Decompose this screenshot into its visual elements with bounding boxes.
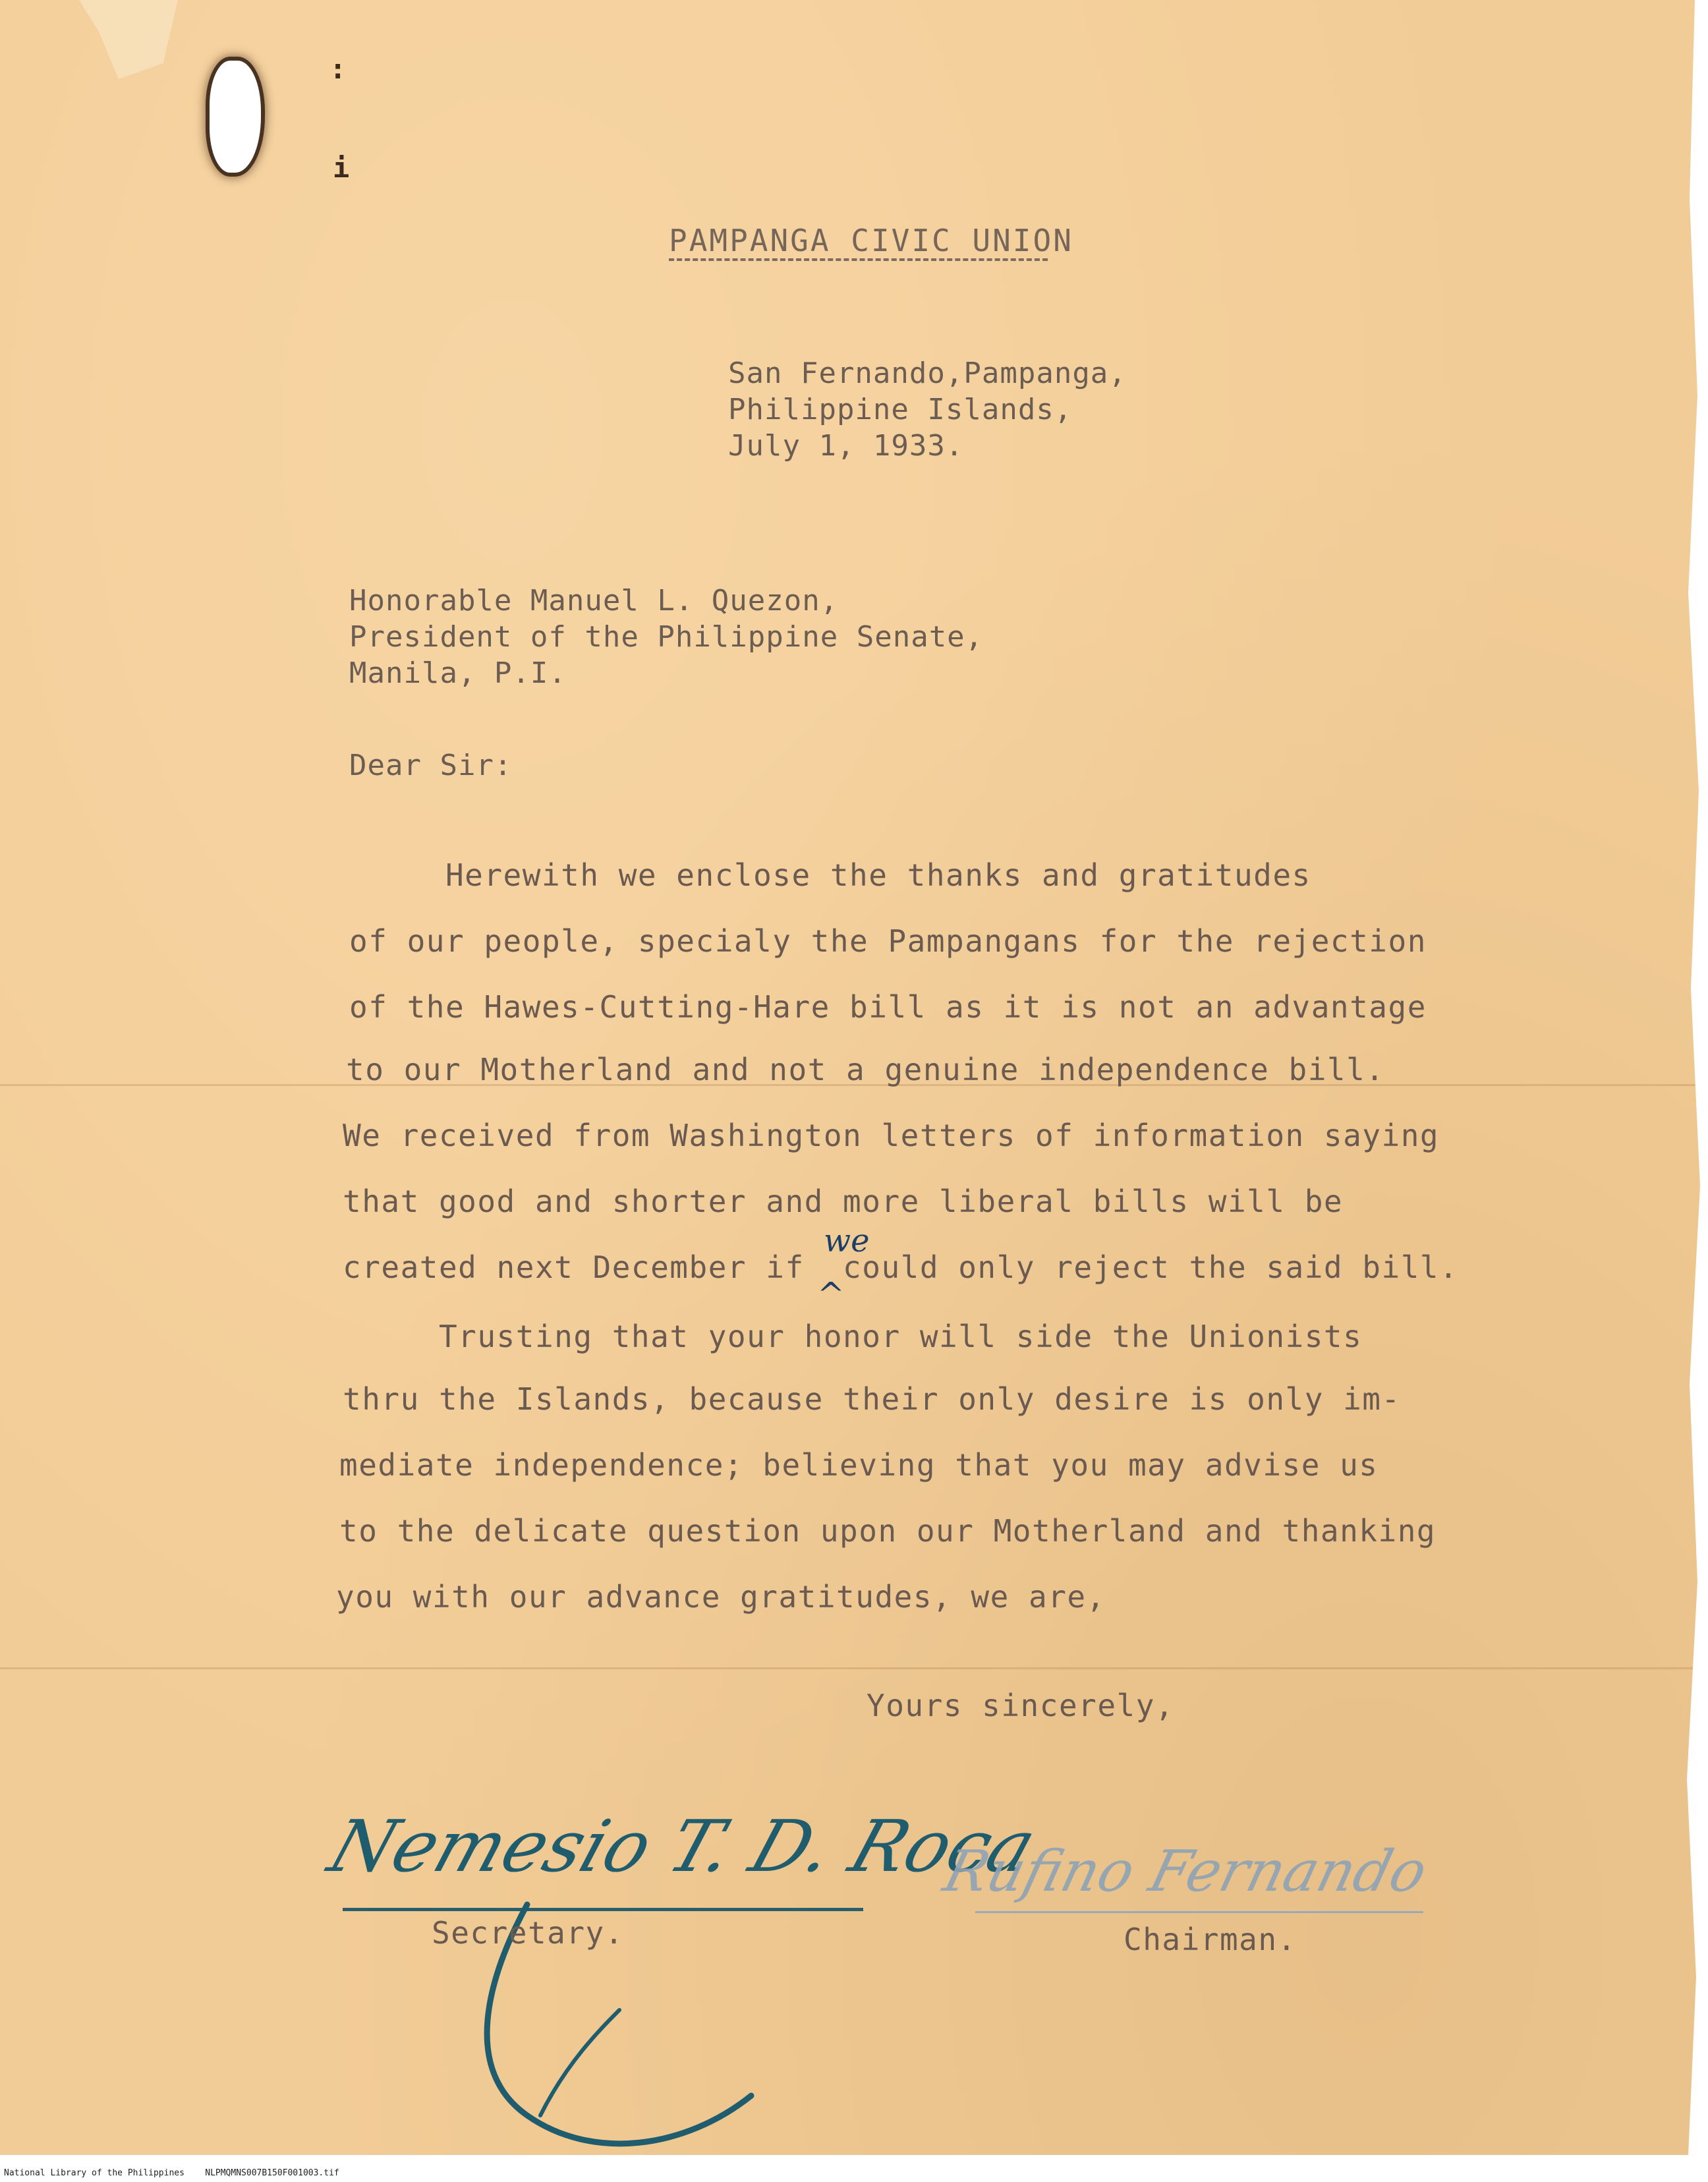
body-line: thru the Islands, because their only desire is only im- bbox=[343, 1381, 1401, 1417]
insert-caret: ^ bbox=[817, 1275, 845, 1313]
body-line: Herewith we enclose the thanks and gratitudes bbox=[349, 857, 1311, 893]
body-line: to the delicate question upon our Motherland and thanking bbox=[339, 1513, 1437, 1549]
body-line: We received from Washington letters of information saying bbox=[343, 1118, 1440, 1153]
secretary-signature: Nemesio T. D. Roca bbox=[319, 1806, 1046, 1888]
body-line: Trusting that your honor will side the Unionists bbox=[343, 1319, 1363, 1354]
addressee-line: President of the Philippine Senate, bbox=[349, 620, 984, 654]
body-line: of our people, specialy the Pampangans for the rejection bbox=[349, 923, 1427, 959]
addressee-line: Manila, P.I. bbox=[349, 656, 567, 690]
corner-tear bbox=[79, 0, 178, 79]
fold-line bbox=[0, 1667, 1708, 1669]
body-line: to our Motherland and not a genuine independence bill. bbox=[346, 1052, 1385, 1087]
place-line: Philippine Islands, bbox=[728, 393, 1073, 426]
punch-mark: : bbox=[329, 53, 347, 85]
signature-line bbox=[975, 1911, 1423, 1913]
body-line: that good and shorter and more liberal bills will be bbox=[343, 1184, 1344, 1219]
place-line: San Fernando,Pampanga, bbox=[728, 357, 1127, 390]
body-line: you with our advance gratitudes, we are, bbox=[336, 1579, 1106, 1615]
footer-file: NLPMQMNS007B150F001003.tif bbox=[205, 2168, 339, 2178]
body-line: of the Hawes-Cutting-Hare bill as it is not an advantage bbox=[349, 989, 1427, 1025]
date-line: July 1, 1933. bbox=[728, 429, 964, 463]
addressee-line: Honorable Manuel L. Quezon, bbox=[349, 584, 839, 617]
footer-source: National Library of the Philippines bbox=[4, 2168, 185, 2178]
salutation: Dear Sir: bbox=[349, 749, 513, 782]
archive-footer bbox=[4, 2168, 339, 2178]
letterhead-rule bbox=[669, 258, 1048, 261]
secretary-title: Secretary. bbox=[432, 1915, 624, 1951]
torn-edge bbox=[1682, 0, 1708, 2155]
punch-mark: i bbox=[333, 152, 350, 184]
body-line: created next December if could only reject the said bill. bbox=[343, 1249, 1459, 1285]
letterhead-title: PAMPANGA CIVIC UNION bbox=[669, 223, 1073, 258]
chairman-signature: Rufino Fernando bbox=[937, 1839, 1434, 1905]
handwritten-insert: we bbox=[824, 1222, 870, 1259]
body-line: mediate independence; believing that you may advise us bbox=[339, 1447, 1379, 1483]
chairman-title: Chairman. bbox=[1124, 1922, 1297, 1957]
burn-hole bbox=[210, 61, 261, 173]
closing: Yours sincerely, bbox=[867, 1688, 1175, 1723]
